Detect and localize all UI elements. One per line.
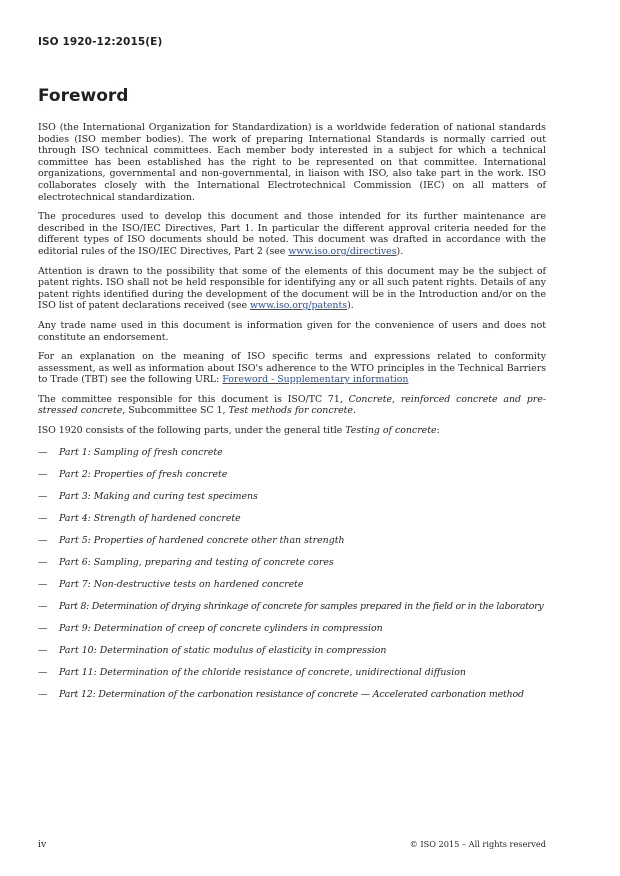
part-title: Part 5: Properties of hardened concrete other than strength [59,534,345,546]
list-item [38,447,546,469]
dash: — [38,534,48,546]
paragraph-procedures-text: The procedures used to develop this document and those intended for its further maintenance are described in the ISO/IEC Directives, Part 1. In particular the different approval criteria needed for the different types of ISO documents should be noted. This document was drafted in accordance with the editorial rules of the ISO/IEC Directives, Part 2 (see [38,211,546,257]
part-title: Part 4: Strength of hardened concrete [59,512,241,524]
dash: — [38,666,48,678]
page-number: iv [38,839,47,850]
paragraph-patents-text: Attention is drawn to the possibility that some of the elements of this document may be the subject of patent rights. ISO shall not be held responsible for identifying any or all such patent rights. Details of any patent rights identified during the development of the document will be in the Introduction and/or on the ISO list of patent declarations received (see [38,265,546,312]
part-title: Part 3: Making and curing test specimens [59,490,258,502]
committee-text-b: , Subcommittee SC 1, [122,405,229,417]
part-title: Part 12: Determination of the carbonation resistance of concrete — Accelerated carbonation method [59,688,524,700]
dash: — [38,578,48,590]
general-title: Testing of concrete [345,425,437,437]
dash: — [38,446,48,458]
part-title: Part 2: Properties of fresh concrete [59,468,228,480]
list-item [38,645,546,667]
part-title: Part 8: Determination of drying shrinkage of concrete for samples prepared in the field or in the laboratory [59,600,544,612]
paragraph-parts-intro [38,425,546,437]
paragraph-conformity-text: For an explanation on the meaning of ISO specific terms and expressions related to conformity assessment, as well as information about ISO's adherence to the WTO principles in the Technical Barriers to Trade (TBT) see the following URL: [38,351,546,386]
list-item [38,689,546,711]
part-title: Part 7: Non-destructive tests on hardened concrete [59,578,304,590]
foreword-body [38,122,546,711]
document-id-header: ISO 1920-12:2015(E) [38,36,163,48]
dash: — [38,644,48,656]
list-item [38,623,546,645]
paragraph-procedures-end: ). [396,245,404,257]
list-item [38,513,546,535]
page-title: Foreword [38,86,129,106]
paragraph-trade-name: Any trade name used in this document is information given for the convenience of users and does not constitute an endorsement. [38,319,546,343]
copyright-notice: © ISO 2015 – All rights reserved [409,839,546,849]
list-item [38,491,546,513]
dash: — [38,556,48,568]
parts-list [38,447,546,711]
paragraph-iso-intro: ISO (the International Organization for Standardization) is a worldwide federation of national standards bodies (ISO member bodies). The work of preparing International Standards is normally carried out through ISO technical committees. Each member body interested in a subject for which a technical committee has been established has the right to be represented on that committee. International organizations, governmental and non-governmental, in liaison with ISO, also take part in the work. ISO collaborates closely with the International Electrotechnical Commission (IEC) on all matters of electrotechnical standardization. [38,122,546,203]
part-title: Part 1: Sampling of fresh concrete [59,446,223,458]
dash: — [38,468,48,480]
paragraph-committee [38,394,546,417]
part-title: Part 10: Determination of static modulus of elasticity in compression [59,644,387,656]
paragraph-patents [38,266,546,312]
dash: — [38,490,48,502]
list-item [38,579,546,601]
list-item [38,469,546,491]
subcommittee-title: Test methods for concrete [228,405,353,417]
dash: — [38,688,48,700]
list-item [38,667,546,689]
dash: — [38,622,48,634]
parts-intro-text: ISO 1920 consists of the following parts, under the general title [38,425,346,437]
paragraph-conformity [38,351,546,386]
committee-text-a: The committee responsible for this document is ISO/TC 71, [38,393,349,405]
dash: — [38,512,48,524]
committee-text-c: . [352,405,356,417]
paragraph-procedures [38,211,546,257]
list-item [38,557,546,579]
patents-link[interactable]: www.iso.org/patents [250,300,348,312]
list-item [38,535,546,557]
part-title: Part 11: Determination of the chloride resistance of concrete, unidirectional diffusion [59,666,466,678]
committee-title: Concrete, reinforced concrete and pre-stressed concrete [38,393,546,417]
parts-intro-end: : [436,425,440,437]
directives-link[interactable]: www.iso.org/directives [288,245,397,257]
paragraph-patents-end: ). [347,300,354,312]
part-title: Part 9: Determination of creep of concrete cylinders in compression [59,622,383,634]
part-title: Part 6: Sampling, preparing and testing of concrete cores [59,556,334,568]
list-item [38,601,546,623]
dash: — [38,600,48,612]
supplementary-info-link[interactable]: Foreword - Supplementary information [222,374,409,386]
